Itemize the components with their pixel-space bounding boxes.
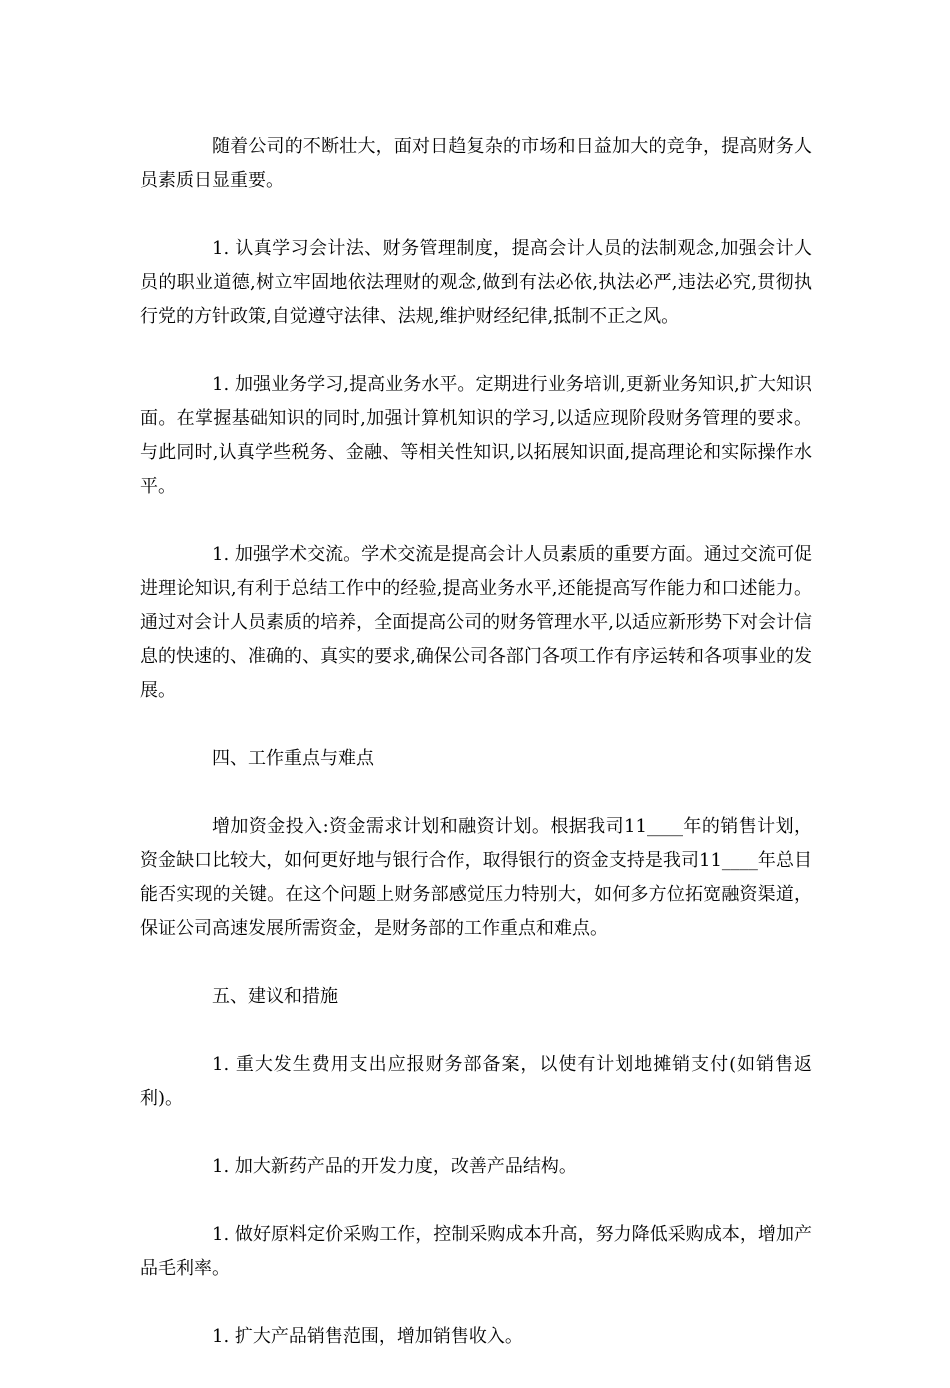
paragraph-study-accounting-law: 1. 认真学习会计法、财务管理制度，提高会计人员的法制观念,加强会计人员的职业道德,树立牢固地依法理财的观念,做到有法必依,执法必严,违法必究,贯彻执行党的方针政策,自觉遵守法律、法规,维护财经纪律,抵制不正之风。 — [140, 238, 812, 327]
paragraph-intro: 随着公司的不断壮大，面对日趋复杂的市场和日益加大的竞争，提高财务人员素质日显重要。 — [140, 136, 812, 191]
paragraph-expense-filing: 1. 重大发生费用支出应报财务部备案，以使有计划地摊销支付(如销售返利)。 — [140, 1054, 812, 1109]
paragraph-new-drug-development: 1. 加大新药产品的开发力度，改善产品结构。 — [212, 1156, 577, 1177]
paragraph-business-study: 1. 加强业务学习,提高业务水平。定期进行业务培训,更新业务知识,扩大知识面。在掌握基础知识的同时,加强计算机知识的学习,以适应现阶段财务管理的要求。与此同时,认真学些税务、金融、等相关性知识,以拓展知识面,提高理论和实际操作水平。 — [140, 374, 812, 497]
paragraph-raw-material-purchasing: 1. 做好原料定价采购工作，控制采购成本升高，努力降低采购成本，增加产品毛利率。 — [140, 1224, 812, 1279]
paragraph-capital-investment: 增加资金投入:资金需求计划和融资计划。根据我司11____年的销售计划，资金缺口比较大，如何更好地与银行合作，取得银行的资金支持是我司11____年总目能否实现的关键。在这个问题上财务部感觉压力特别大，如何多方位拓宽融资渠道，保证公司高速发展所需资金，是财务部的工作重点和难点。 — [140, 816, 812, 939]
paragraph-academic-exchange: 1. 加强学术交流。学术交流是提高会计人员素质的重要方面。通过交流可促进理论知识,有利于总结工作中的经验,提高业务水平,还能提高写作能力和口述能力。通过对会计人员素质的培养，全面提高公司的财务管理水平,以适应新形势下对会计信息的快速的、准确的、真实的要求,确保公司各部门各项工作有序运转和各项事业的发展。 — [140, 544, 812, 701]
section-heading-suggestions: 五、建议和措施 — [212, 986, 338, 1007]
paragraph-expand-sales: 1. 扩大产品销售范围，增加销售收入。 — [212, 1326, 523, 1347]
document-page — [140, 130, 812, 1388]
section-heading-key-points: 四、工作重点与难点 — [212, 748, 374, 769]
